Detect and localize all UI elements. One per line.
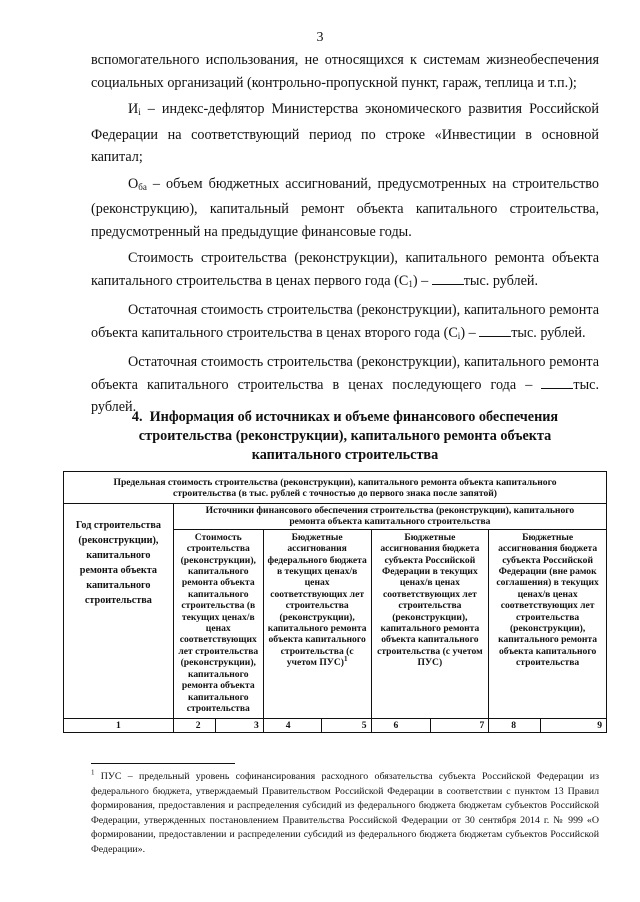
column-numbers-row — [64, 719, 607, 733]
paragraph-deflator-index — [91, 98, 599, 169]
first-year-cost-subscript: 1 — [408, 278, 413, 289]
body-text — [91, 49, 599, 419]
column-number: 7 — [431, 719, 489, 733]
section-title: Информация об источниках и объеме финансового обеспечения строительства (реконструкции), капитального ремонта объекта капитального строительства — [138, 409, 559, 463]
deflator-definition: – индекс-дефлятор Министерства экономического развития Российской Федерации на соответствующий период по строке «Инвестиции в основной капитал; — [91, 101, 599, 165]
paragraph-second-year-cost — [91, 299, 599, 347]
symbol-allocations: О — [128, 175, 139, 192]
cost-column-header: Стоимость строительства (реконструкции), капитального ремонта объекта капитального строительства (в текущих ценах/в ценах соответствующих лет строительства (реконструкции), капитального ремонта объекта капитального строительства — [173, 529, 263, 718]
second-year-cost-dash: ) – — [460, 324, 480, 341]
first-year-cost-blank — [432, 272, 464, 285]
column-number: 2 — [173, 719, 215, 733]
column-number: 3 — [215, 719, 263, 733]
column-number: 5 — [321, 719, 371, 733]
page-number: 3 — [316, 30, 324, 45]
federal-budget-column-header — [263, 529, 371, 718]
footnote-divider — [91, 763, 235, 764]
column-number: 6 — [371, 719, 431, 733]
regional-budget-column-header: Бюджетные ассигнования бюджета субъекта Российской Федерации в текущих ценах/в ценах соответствующих лет строительства (реконструкции), капитального ремонта объекта капитального строительства (с учетом ПУС) — [371, 529, 489, 718]
second-year-cost-text: Остаточная стоимость строительства (реконструкции), капитального ремонта объекта капитального строительства в ценах второго года (С — [91, 302, 599, 341]
next-year-cost-text: Остаточная стоимость строительства (реконструкции), капитального ремонта объекта капитального строительства в ценах последующего года – — [91, 354, 599, 393]
first-year-cost-unit: тыс. рублей. — [463, 272, 539, 289]
regional-extra-budget-column-header: Бюджетные ассигнования бюджета субъекта Российской Федерации (вне рамок соглашения) в текущих ценах/в ценах соответствующих лет строительства (реконструкции), капитального ремонта объекта капитального строительства — [489, 529, 607, 718]
limit-cost-header: Предельная стоимость строительства (реконструкции), капитального ремонта объекта капитального строительства (в тыс. рублей с точностью до первого знака после запятой) — [64, 472, 607, 504]
federal-budget-label: Бюджетные ассигнования федерального бюджета в текущих ценах/в ценах соответствующих лет строительства (реконструкции), капитального ремонта объекта капитального строительства (с учетом ПУС) — [267, 531, 367, 669]
paragraph-auxiliary-use: вспомогательного использования, не относящихся к системам жизнеобеспечения социальных организаций (контрольно-пропускной пункт, гараж, теплица и т.п.); — [91, 52, 599, 91]
column-number: 8 — [489, 719, 541, 733]
financing-table-wrapper — [63, 471, 607, 733]
column-number: 4 — [263, 719, 321, 733]
paragraph-first-year-cost — [91, 247, 599, 295]
footnote-mark: 1 — [91, 768, 95, 777]
paragraph-budget-allocations — [91, 173, 599, 244]
symbol-allocations-subscript: ба — [138, 181, 147, 192]
second-year-cost-subscript: i — [457, 330, 461, 341]
financing-sources-header: Источники финансового обеспечения строительства (реконструкции), капитального ремонта объекта капитального строительства — [173, 504, 606, 530]
allocations-definition: – объем бюджетных ассигнований, предусмотренных на строительство (реконструкцию), капитальный ремонт объекта капитального строительства, предусмотренный на предыдущие финансовые годы. — [91, 175, 599, 240]
financing-table — [63, 471, 607, 733]
second-year-cost-blank — [479, 324, 511, 337]
year-column-header: Год строительства (реконструкции), капитального ремонта объекта капитального строительства — [64, 504, 174, 719]
column-number: 1 — [64, 719, 174, 733]
symbol-deflator-subscript: i — [138, 107, 141, 117]
section-number: 4. — [131, 409, 143, 425]
next-year-cost-unit: тыс. рублей. — [91, 376, 599, 415]
footnote-reference: 1 — [343, 655, 348, 664]
symbol-deflator: И — [128, 101, 139, 117]
column-number: 9 — [541, 719, 607, 733]
first-year-cost-dash: ) – — [412, 272, 432, 289]
first-year-cost-text: Стоимость строительства (реконструкции), капитального ремонта объекта капитального строительства в ценах первого года (С — [91, 250, 599, 289]
section-heading — [95, 408, 595, 465]
next-year-cost-blank — [541, 376, 573, 389]
second-year-cost-unit: тыс. рублей. — [511, 324, 586, 341]
footnote-text: ПУС – предельный уровень софинансирования расходного обязательства субъекта Российской Федерации из федерального бюджета, утверждаемый Правительством Российской Федерации в соответствии с пунктом 13 Правил формирования, предоставления и распределения субсидий из федерального бюджета бюджетам субъектов Российской Федерации, утвержденных постановлением Правительства Российской Федерации от 30 сентября 2014 г. № 999 «О формировании, предоставлении и распределении субсидий из федерального бюджета бюджетам субъектов Российской Федерации». — [91, 771, 599, 855]
footnote — [91, 770, 599, 858]
